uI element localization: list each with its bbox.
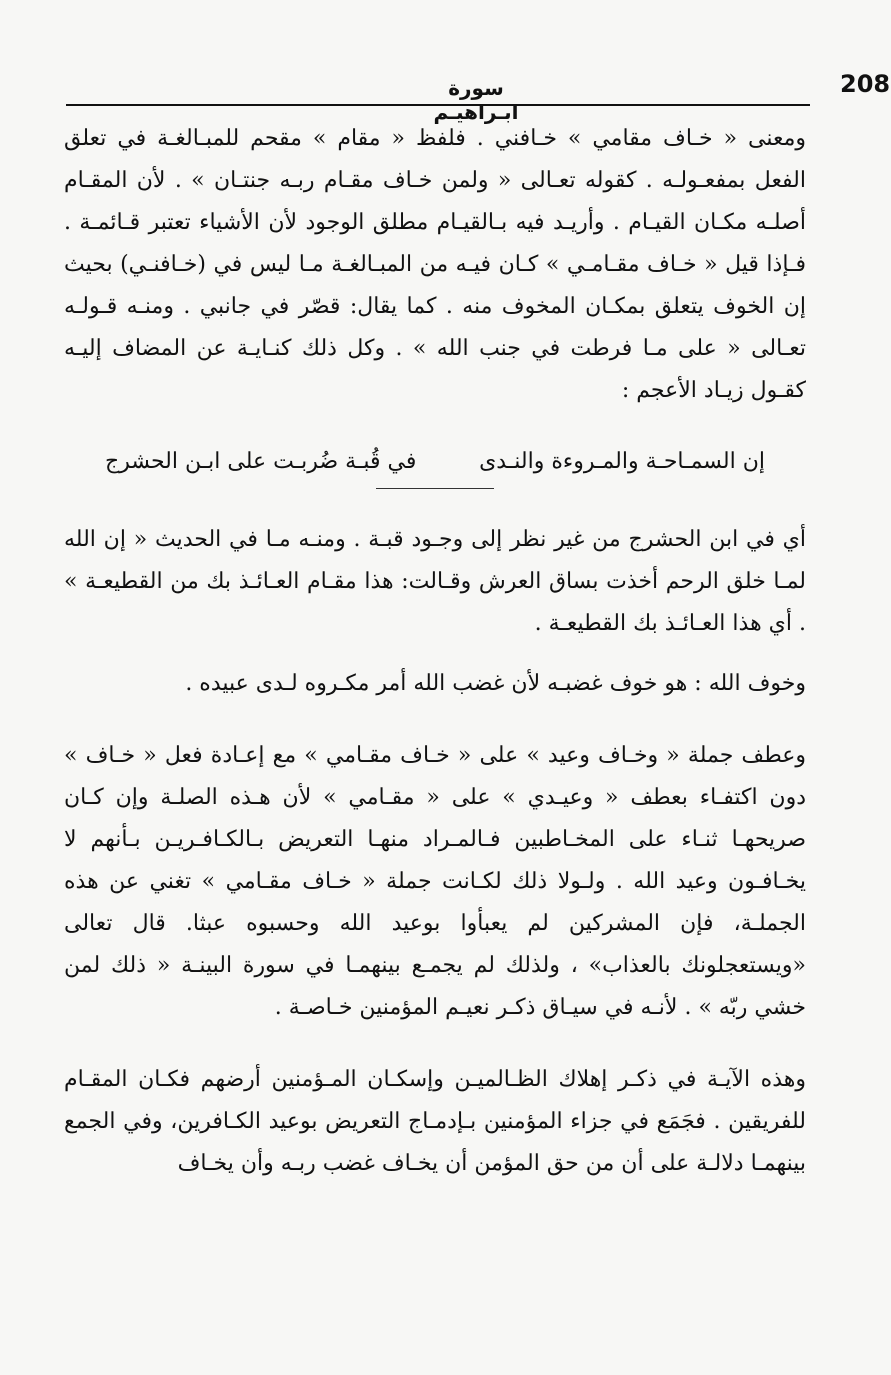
verse-second-hemistich: في قُبـة ضُربـت على ابـن الحشرج <box>105 449 417 474</box>
page-number: 208 <box>840 70 891 98</box>
verse-first-hemistich: إن السمـاحـة والمـروءة والنـدى <box>479 449 765 474</box>
poetry-verse <box>105 442 765 482</box>
page-body <box>64 118 806 1203</box>
page-header <box>66 66 891 124</box>
running-title: سورة ابـراهيـم <box>433 76 519 124</box>
paragraph: وخوف الله : هو خوف غضبـه لأن غضب الله أمر مكـروه لـدى عبيده . <box>185 671 806 696</box>
paragraph: وهذه الآيـة في ذكـر إهلاك الظـالميـن وإسكـان المـؤمنين أرضهم فكـان المقـام للفريقين . فجَمَع في جزاء المؤمنين بـإدمـاج التعريض بوعيد الكـافرين، وفي الجمع بينهمـا دلالـة على أن من حق المؤمن أن يخـاف غضب ربـه وأن يخـاف <box>64 1067 806 1176</box>
paragraph: وعطف جملة « وخـاف وعيد » على « خـاف مقـامي » مع إعـادة فعل « خـاف » دون اكتفـاء بعطف « وعيـدي » على « مقـامي » لأن هـذه الصلـة وإن كـان صريحهـا ثنـاء على المخـاطبين فـالمـراد منهـا التعريض بـالكـافـريـن بـأنهم لا يخـافـون وعيد الله . ولـولا ذلك لكـانت جملة « خـاف مقـامي » تغني عن هذه الجملـة، فإن المشركين لم يعبأوا بوعيد الله وحسبوه عبثا. قال تعالى «ويستعجلونك بالعذاب» ، ولذلك لم يجمـع بينهمـا في سورة البينـة « ذلك لمن خشي ربّه » . لأنـه في سيـاق ذكـر نعيـم المؤمنين خـاصـة . <box>64 743 806 1020</box>
paragraph: أي في ابن الحشرج من غير نظر إلى وجـود قبـة . ومنـه مـا في الحديث « إن الله لمـا خلق الرحم أخذت بساق العرش وقـالت: هذا مقـام العـائـذ بك من القطيعـة » . أي هذا العـائـذ بك القطيعـة . <box>64 527 806 636</box>
paragraph: ومعنى « خـاف مقامي » خـافني . فلفظ « مقام » مقحم للمبـالغـة في تعلق الفعل بمفعـولـه . كقوله تعـالى « ولمن خـاف مقـام ربـه جنتـان » . لأن المقـام أصلـه مكـان القيـام . وأريـد فيه بـالقيـام مطلق الوجود لأن الأشياء تعتبر قـائمـة . فـإذا قيل « خـاف مقـامـي » كـان فيـه من المبـالغـة مـا ليس في (خـافنـي) بحيث إن الخوف يتعلق بمكـان المخوف منه . كما يقال: قصّر في جانبي . ومنـه قـولـه تعـالى « على مـا فرطت في جنب الله » . وكل ذلك كنـايـة عن المضاف إليـه كقـول زيـاد الأعجم : <box>64 126 806 403</box>
verse-divider <box>376 488 494 489</box>
